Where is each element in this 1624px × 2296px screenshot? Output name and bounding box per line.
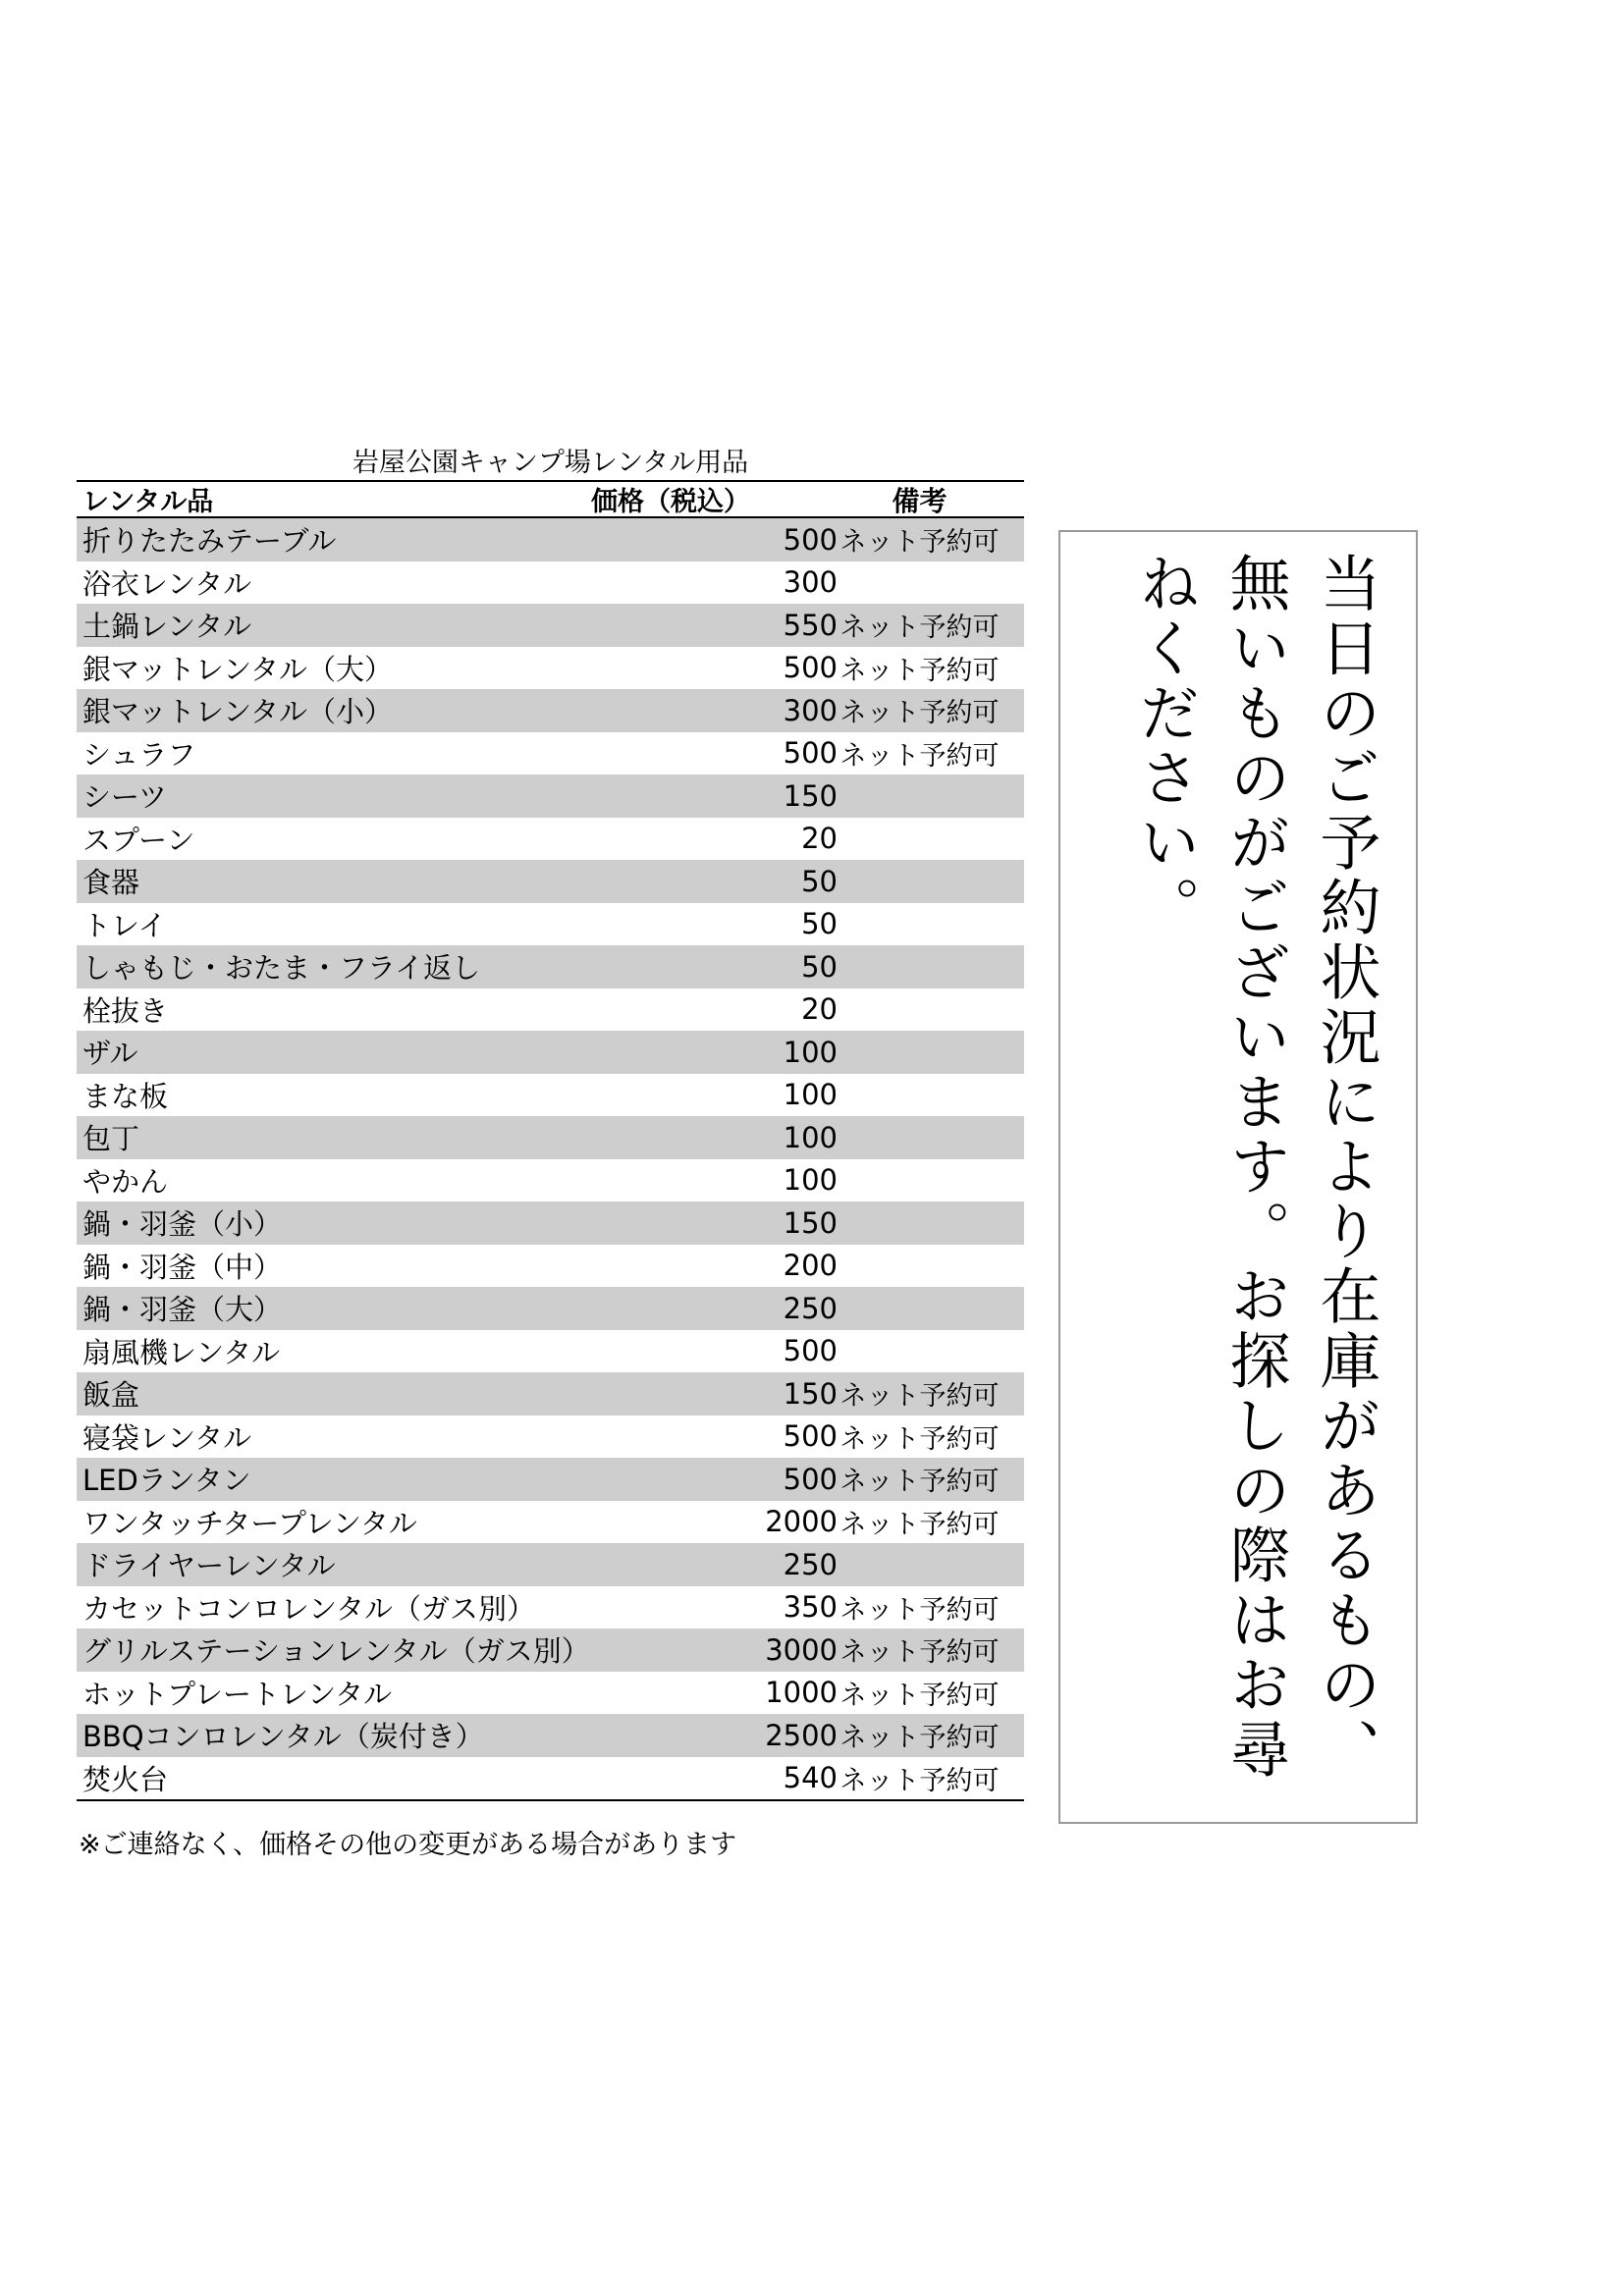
row-note: ネット予約可 <box>839 1637 1000 1669</box>
row-price: 550 <box>783 608 838 642</box>
row-item: 食器 <box>82 866 140 900</box>
table-header <box>77 482 1024 518</box>
row-price: 300 <box>783 565 838 600</box>
row-note <box>815 561 1024 605</box>
table-row <box>77 818 1024 861</box>
row-item: 銀マットレンタル（小） <box>82 695 393 729</box>
row-note <box>815 988 1024 1032</box>
row-item: 栓抜き <box>82 993 169 1028</box>
notice-box <box>1058 530 1418 1824</box>
row-price: 500 <box>783 1334 838 1368</box>
row-note <box>815 1031 1024 1074</box>
row-price: 150 <box>783 1376 838 1411</box>
row-item: ドライヤーレンタル <box>82 1549 336 1583</box>
row-note: ネット予約可 <box>839 1680 1000 1711</box>
row-note: ネット予約可 <box>839 1381 1000 1413</box>
row-note <box>815 1074 1024 1117</box>
document-title: 岩屋公園キャンプ場レンタル用品 <box>352 448 749 478</box>
table-row <box>77 1757 1024 1800</box>
row-item: 浴衣レンタル <box>82 566 252 601</box>
table-row <box>77 860 1024 903</box>
table-row <box>77 647 1024 690</box>
header-price: 価格（税込） <box>591 487 750 517</box>
row-item: 土鍋レンタル <box>82 610 252 644</box>
table-row <box>77 774 1024 818</box>
row-price: 500 <box>783 1462 838 1496</box>
table-row <box>77 1159 1024 1202</box>
table-row <box>77 1672 1024 1715</box>
row-item: シュラフ <box>82 737 196 772</box>
row-price: 100 <box>783 1035 838 1069</box>
table-row <box>77 903 1024 946</box>
table-row <box>77 1586 1024 1629</box>
row-price: 150 <box>783 778 838 813</box>
table-row <box>77 1458 1024 1501</box>
row-price: 2500 <box>765 1718 838 1752</box>
row-price: 250 <box>783 1547 838 1581</box>
row-price: 50 <box>801 907 838 941</box>
table-row <box>77 945 1024 988</box>
row-price: 1000 <box>765 1676 838 1710</box>
row-price: 500 <box>783 736 838 771</box>
row-note <box>815 1201 1024 1245</box>
row-item: まな板 <box>82 1079 169 1113</box>
row-note <box>815 1245 1024 1288</box>
row-price: 50 <box>801 949 838 984</box>
row-item: 飯盒 <box>82 1378 140 1413</box>
table-row <box>77 1074 1024 1117</box>
row-price: 2000 <box>765 1505 838 1539</box>
row-price: 500 <box>783 522 838 557</box>
header-note: 備考 <box>892 484 947 517</box>
row-item: ザル <box>82 1037 138 1071</box>
row-price: 250 <box>783 1291 838 1325</box>
row-item: 扇風機レンタル <box>82 1335 281 1369</box>
table-row <box>77 689 1024 732</box>
row-price: 500 <box>783 1419 838 1454</box>
row-note: ネット予約可 <box>839 1423 1000 1455</box>
row-price: 100 <box>783 1163 838 1198</box>
row-note: ネット予約可 <box>839 740 1000 772</box>
row-price: 20 <box>801 822 838 856</box>
table-row <box>77 1372 1024 1415</box>
table-row <box>77 1714 1024 1757</box>
row-price: 300 <box>783 693 838 727</box>
row-note: ネット予約可 <box>839 698 1000 729</box>
row-note: ネット予約可 <box>839 1467 1000 1498</box>
row-price: 100 <box>783 1078 838 1112</box>
row-note: ネット予約可 <box>839 527 1000 559</box>
row-price: 3000 <box>765 1632 838 1667</box>
row-note <box>815 1543 1024 1586</box>
table-row <box>77 732 1024 775</box>
table-row <box>77 1116 1024 1159</box>
row-item: シーツ <box>82 780 167 815</box>
table-row <box>77 1201 1024 1245</box>
table-row <box>77 1415 1024 1459</box>
table-row <box>77 1245 1024 1288</box>
row-note: ネット予約可 <box>839 1509 1000 1540</box>
row-note: ネット予約可 <box>839 655 1000 686</box>
row-note <box>815 903 1024 946</box>
row-item: BBQコンロレンタル（炭付き） <box>82 1720 484 1754</box>
row-price: 540 <box>783 1761 838 1795</box>
row-item: LEDランタン <box>82 1464 251 1498</box>
table-row <box>77 1330 1024 1373</box>
table-row <box>77 604 1024 647</box>
table-row <box>77 518 1024 561</box>
row-item: 折りたたみテーブル <box>82 524 337 559</box>
row-item: スプーン <box>82 823 195 857</box>
rental-table <box>77 480 1024 1801</box>
row-price: 350 <box>783 1590 838 1625</box>
footnote: ※ご連絡なく、価格その他の変更がある場合があります <box>79 1830 737 1860</box>
row-note: ネット予約可 <box>839 613 1000 644</box>
row-price: 500 <box>783 651 838 685</box>
row-price: 150 <box>783 1205 838 1240</box>
header-item: レンタル品 <box>82 487 214 517</box>
row-price: 200 <box>783 1249 838 1283</box>
row-item: 銀マットレンタル（大） <box>82 652 393 686</box>
table-row <box>77 1501 1024 1544</box>
table-row <box>77 1287 1024 1330</box>
row-item: 鍋・羽釜（中） <box>82 1250 283 1284</box>
row-note: ネット予約可 <box>839 1723 1000 1754</box>
table-body <box>77 518 1024 1799</box>
row-note <box>815 945 1024 988</box>
row-item: 寝袋レンタル <box>82 1420 252 1455</box>
notice-text: 当日のご予約状況により在庫があるもの、無いものがございます。お探しの際はお尋ねください。 <box>1129 552 1381 1783</box>
row-item: グリルステーションレンタル（ガス別） <box>82 1634 590 1669</box>
row-item: やかん <box>82 1164 169 1199</box>
table-row <box>77 1543 1024 1586</box>
row-note <box>815 774 1024 818</box>
row-item: ホットプレートレンタル <box>82 1677 393 1711</box>
table-row <box>77 1031 1024 1074</box>
table-row <box>77 561 1024 605</box>
row-item: しゃもじ・おたま・フライ返し <box>82 951 481 986</box>
row-price: 100 <box>783 1120 838 1154</box>
row-item: 鍋・羽釜（小） <box>82 1207 283 1242</box>
row-item: ワンタッチタープレンタル <box>82 1506 417 1540</box>
table-row <box>77 1629 1024 1672</box>
row-note: ネット予約可 <box>839 1765 1000 1796</box>
row-price: 20 <box>801 992 838 1027</box>
row-note <box>815 818 1024 861</box>
row-item: 焚火台 <box>82 1762 169 1796</box>
row-price: 50 <box>801 864 838 898</box>
row-note <box>815 860 1024 903</box>
row-note: ネット予約可 <box>839 1594 1000 1626</box>
row-item: 包丁 <box>82 1122 140 1156</box>
row-note <box>815 1159 1024 1202</box>
table-row <box>77 988 1024 1032</box>
row-item: 鍋・羽釜（大） <box>82 1293 283 1327</box>
row-item: トレイ <box>82 908 167 942</box>
row-note <box>815 1287 1024 1330</box>
row-note <box>815 1116 1024 1159</box>
row-note <box>815 1330 1024 1373</box>
row-item: カセットコンロレンタル（ガス別） <box>82 1591 535 1626</box>
